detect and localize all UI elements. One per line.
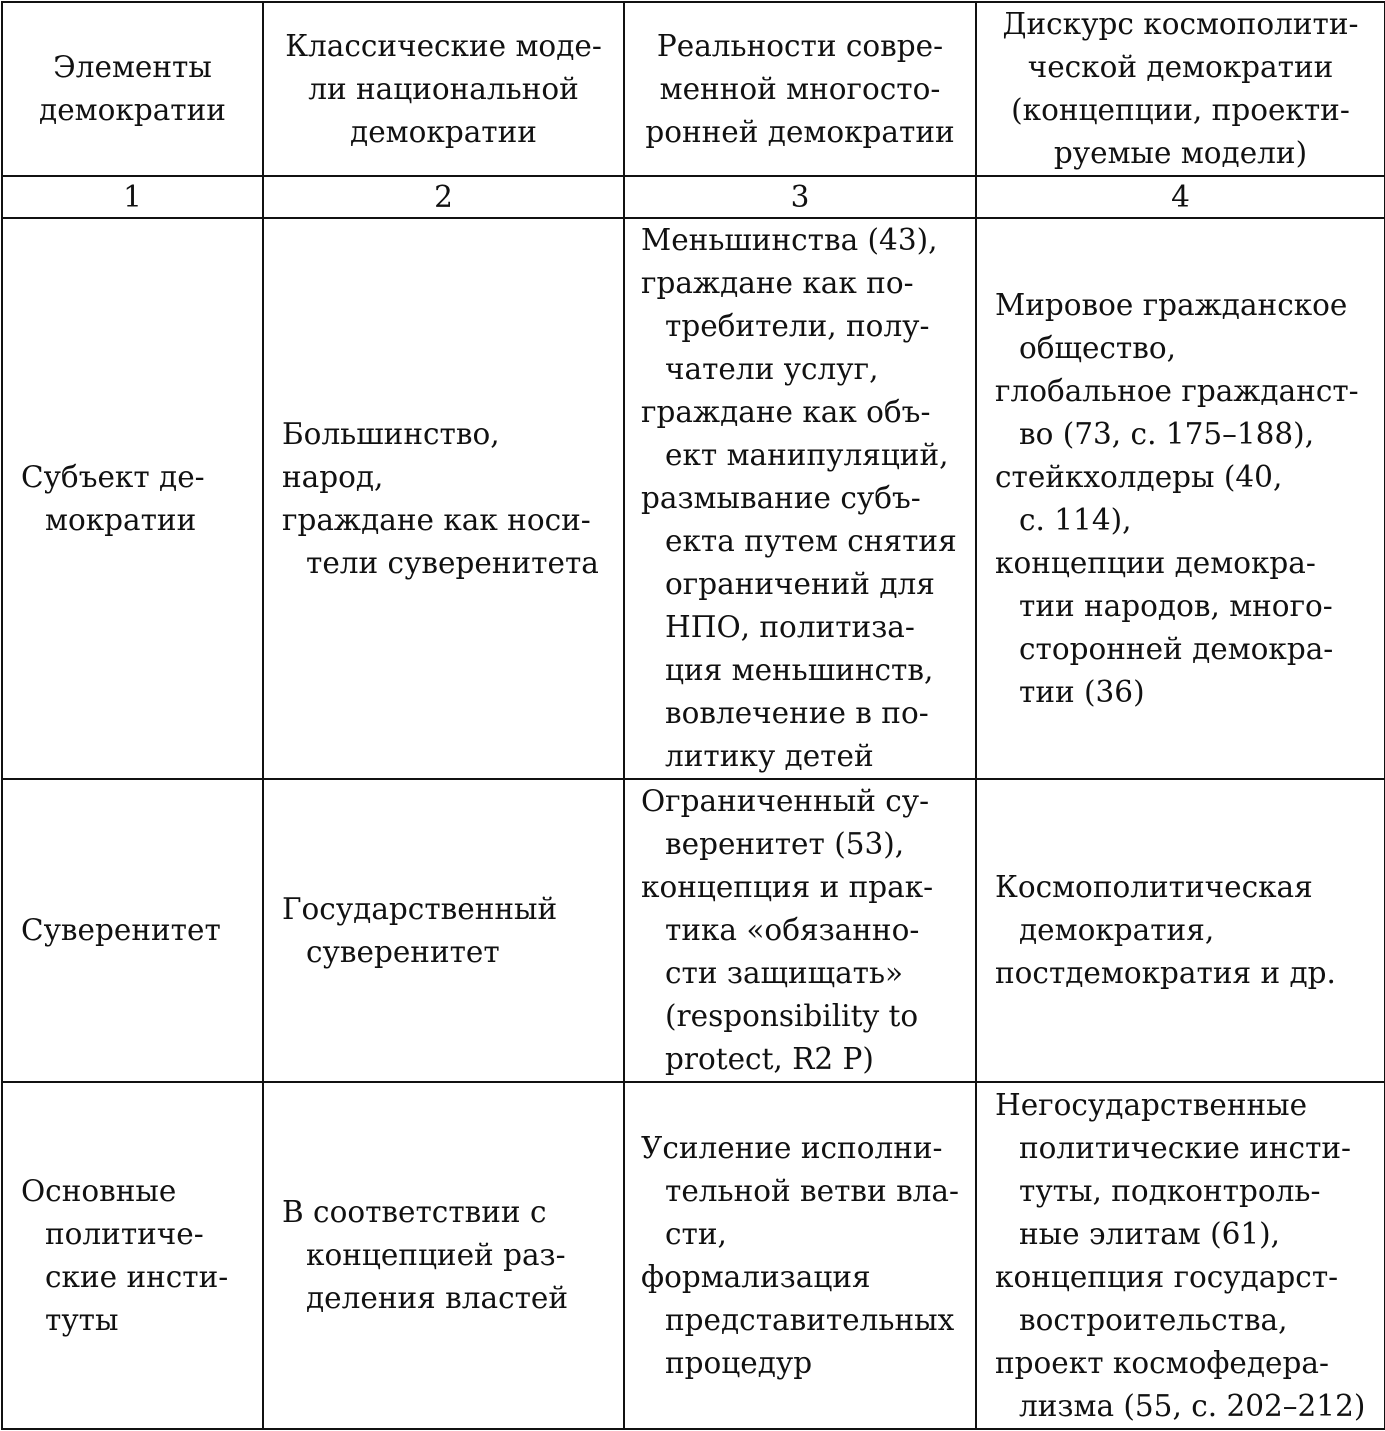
header-line: ронней демократии — [645, 114, 955, 149]
cell-line: тии народов, много- — [1019, 588, 1333, 623]
cell-line: требители, полу- — [665, 309, 930, 343]
cell-line: процедур — [665, 1345, 813, 1380]
cell-line: сти, — [665, 1216, 727, 1251]
cell-line: концепция государст- — [995, 1259, 1339, 1294]
cell-line: граждане как носи- — [282, 502, 591, 537]
row-label-cell — [2, 779, 263, 1082]
cell-line: Меньшинства (43), — [641, 223, 938, 257]
header-cell — [263, 2, 624, 176]
cell-line: тика «обязанно- — [665, 913, 920, 947]
table-cell — [624, 1082, 976, 1429]
header-cell — [2, 2, 263, 176]
cell-line: тельной ветви вла- — [665, 1173, 959, 1208]
cell-line: туты, подконтроль- — [1019, 1173, 1321, 1208]
cell-line: ция меньшинств, — [665, 653, 934, 687]
table-cell — [263, 779, 624, 1082]
cell-line: Основные — [21, 1173, 177, 1208]
header-line: ли национальной — [308, 71, 579, 106]
cell-line: постдемократия и др. — [995, 956, 1336, 990]
table-row — [2, 218, 1385, 779]
cell-line: граждане как объ- — [641, 395, 931, 429]
cell-line: Государственный — [282, 891, 558, 926]
cell-line: концепцией раз- — [306, 1238, 566, 1272]
cell-line: В соответствии с — [282, 1195, 547, 1229]
table-cell — [976, 1082, 1385, 1429]
cell-line: лизма (55, с. 202–212) — [1019, 1388, 1366, 1423]
table-cell — [624, 218, 976, 779]
cell-line: Ограниченный су- — [641, 784, 930, 818]
header-cell — [624, 2, 976, 176]
column-number: 1 — [2, 176, 263, 218]
cell-line: чатели услуг, — [665, 352, 879, 386]
column-number-row — [2, 176, 1385, 218]
cell-line: (responsibility to — [665, 999, 919, 1033]
table-cell — [976, 218, 1385, 779]
cell-line: востроительства, — [1019, 1302, 1288, 1337]
cell-line: с. 114), — [1019, 502, 1132, 537]
cell-line: protect, R2 P) — [665, 1042, 874, 1076]
header-line: демократии — [350, 114, 537, 149]
cell-line: тели суверенитета — [306, 545, 599, 580]
cell-line: тии (36) — [1019, 674, 1145, 709]
table-row — [2, 1082, 1385, 1429]
table-cell — [976, 779, 1385, 1082]
cell-line: туты — [45, 1302, 119, 1337]
cell-line: ограничений для — [665, 567, 935, 601]
cell-line: веренитет (53), — [665, 827, 905, 861]
column-number: 2 — [263, 176, 624, 218]
table-cell — [263, 218, 624, 779]
cell-line: концепции демокра- — [995, 545, 1316, 580]
cell-line: сти защищать» — [665, 956, 904, 990]
cell-line: деления властей — [306, 1281, 569, 1315]
column-number: 3 — [624, 176, 976, 218]
cell-line: вовлечение в по- — [665, 696, 929, 730]
table-cell — [263, 1082, 624, 1429]
cell-line: екта путем снятия — [665, 524, 957, 558]
cell-line: Суверенитет — [21, 913, 221, 947]
header-cell — [976, 2, 1385, 176]
row-label-cell — [2, 218, 263, 779]
cell-line: Космополитическая — [995, 870, 1313, 904]
cell-line: демократия, — [1019, 913, 1215, 947]
cell-line: Усиление исполни- — [641, 1130, 943, 1165]
cell-line: Большинство, — [282, 416, 500, 451]
header-line: Дискурс космополити- — [1002, 7, 1359, 41]
cell-line: политические инсти- — [1019, 1130, 1352, 1165]
header-row — [2, 2, 1385, 176]
cell-line: ские инсти- — [45, 1259, 229, 1294]
header-line: демократии — [39, 93, 226, 127]
cell-line: Субъект де- — [21, 459, 205, 494]
cell-line: сторонней демокра- — [1019, 631, 1334, 666]
cell-line: граждане как по- — [641, 266, 914, 300]
cell-line: политиче- — [45, 1216, 204, 1251]
cell-line: проект космофедера- — [995, 1345, 1329, 1380]
cell-line: литику детей — [665, 739, 874, 773]
table-cell — [624, 779, 976, 1082]
cell-line: глобальное гражданст- — [995, 373, 1359, 408]
row-label-cell — [2, 1082, 263, 1429]
cell-line: общество, — [1019, 330, 1176, 365]
header-line: Классические моде- — [285, 28, 602, 63]
cell-line: ные элитам (61), — [1019, 1216, 1281, 1251]
cell-line: суверенитет — [306, 934, 500, 969]
header-line: менной многосто- — [659, 71, 941, 106]
table-row — [2, 779, 1385, 1082]
cell-line: во (73, с. 175–188), — [1019, 416, 1315, 451]
column-number: 4 — [976, 176, 1385, 218]
header-line: ческой демократии — [1027, 50, 1334, 84]
cell-line: Мировое гражданское — [995, 287, 1348, 322]
cell-line: концепция и прак- — [641, 870, 934, 904]
cell-line: размывание субъ- — [641, 481, 921, 515]
comparison-table — [1, 1, 1385, 1430]
cell-line: Негосударственные — [995, 1087, 1308, 1122]
header-line: Реальности совре- — [656, 28, 944, 63]
cell-line: формализация — [641, 1259, 871, 1294]
cell-line: стейкхолдеры (40, — [995, 459, 1283, 494]
cell-line: народ, — [282, 459, 384, 494]
cell-line: НПО, политиза- — [665, 610, 915, 644]
cell-line: мократии — [45, 502, 197, 537]
header-line: руемые модели) — [1053, 136, 1308, 170]
header-line: Элементы — [53, 50, 212, 84]
cell-line: ект манипуляций, — [665, 438, 949, 472]
cell-line: представительных — [665, 1302, 955, 1337]
header-line: (концепции, проекти- — [1011, 93, 1350, 127]
